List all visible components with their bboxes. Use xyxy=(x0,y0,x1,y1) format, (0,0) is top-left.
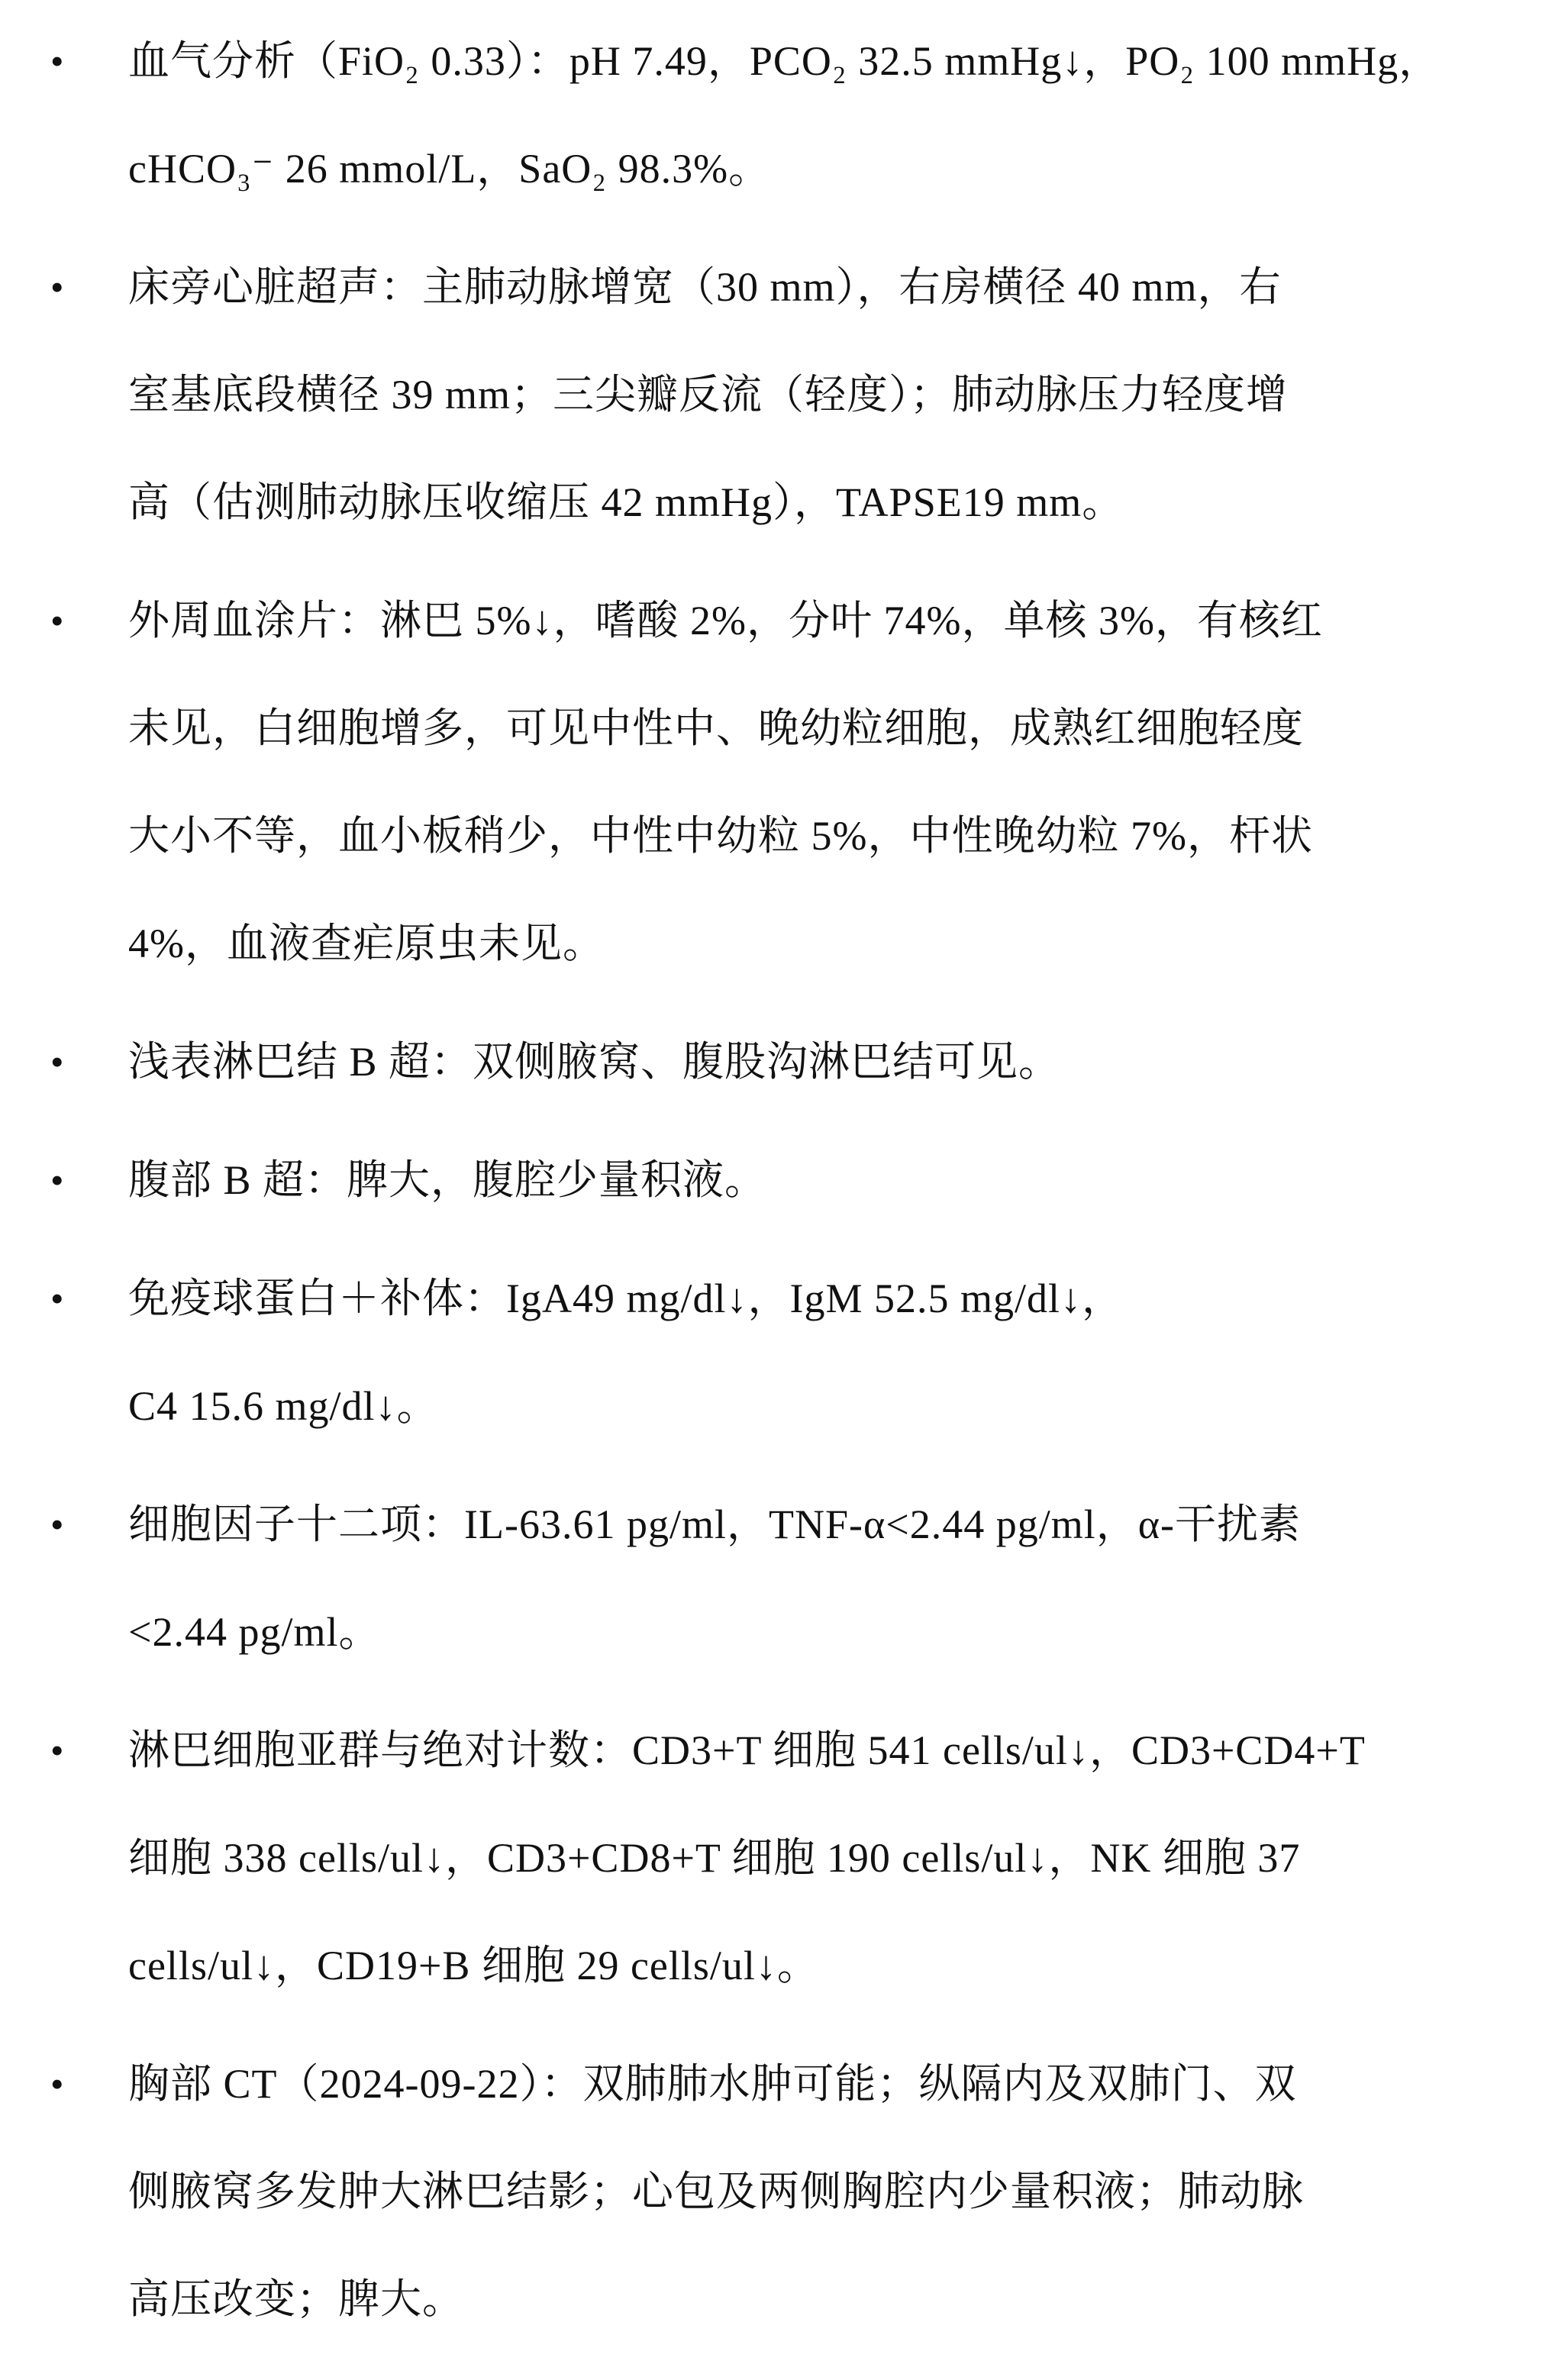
text-line: 高（估测肺动脉压收缩压 42 mmHg），TAPSE19 mm。 xyxy=(128,479,1124,525)
text-line: 免疫球蛋白＋补体：IgA49 mg/dl↓，IgM 52.5 mg/dl↓， xyxy=(128,1276,1124,1321)
list-item-chest-ct xyxy=(0,2030,1568,2353)
list-item-immunoglobulin xyxy=(0,1245,1568,1460)
text-line: 大小不等，血小板稍少，中性中幼粒 5%，中性晚幼粒 7%，杆状 xyxy=(128,813,1313,859)
text-line: 血气分析（FiO₂ 0.33）：pH 7.49，PCO₂ 32.5 mmHg↓，PO₂ 100 mmHg， xyxy=(128,38,1441,84)
list-item-echocardiography xyxy=(0,234,1568,556)
bullet: • xyxy=(50,2062,64,2105)
text-line: 侧腋窝多发肿大淋巴结影；心包及两侧胸腔内少量积液；肺动脉 xyxy=(128,2169,1304,2214)
text-line: 4%，血液查疟原虫未见。 xyxy=(128,921,605,966)
list-item-cytokines xyxy=(0,1471,1568,1686)
bullet: • xyxy=(50,40,64,82)
bullet: • xyxy=(50,1729,64,1772)
list-item-blood-smear xyxy=(0,567,1568,998)
text-line: C4 15.6 mg/dl↓。 xyxy=(128,1383,439,1429)
item-text xyxy=(128,1697,1484,2020)
item-text xyxy=(128,8,1484,223)
text-line: 外周血涂片：淋巴 5%↓，嗜酸 2%，分叶 74%，单核 3%，有核红 xyxy=(128,598,1323,643)
document-body xyxy=(0,8,1568,2364)
text-line: 床旁心脏超声：主肺动脉增宽（30 mm），右房横径 40 mm，右 xyxy=(128,264,1282,310)
text-line: cells/ul↓，CD19+B 细胞 29 cells/ul↓。 xyxy=(128,1943,819,1988)
text-line: 室基底段横径 39 mm；三尖瓣反流（轻度）；肺动脉压力轻度增 xyxy=(128,372,1289,418)
text-line: 浅表淋巴结 B 超：双侧腋窝、腹股沟淋巴结可见。 xyxy=(128,1039,1061,1085)
list-item-blood-gas xyxy=(0,8,1568,223)
item-text xyxy=(128,567,1484,998)
bullet: • xyxy=(50,1040,64,1083)
text-line: 细胞因子十二项：IL-63.61 pg/ml，TNF-α<2.44 pg/ml，α-干扰素 xyxy=(128,1501,1301,1547)
text-line: 高压改变；脾大。 xyxy=(128,2276,464,2322)
item-text xyxy=(128,1127,1484,1234)
bullet: • xyxy=(50,1277,64,1320)
list-item-lymphocyte-subsets xyxy=(0,1697,1568,2020)
bullet: • xyxy=(50,1159,64,1201)
text-line: 腹部 B 超：脾大，腹腔少量积液。 xyxy=(128,1157,767,1203)
item-text xyxy=(128,1245,1484,1460)
bullet: • xyxy=(50,599,64,642)
item-text xyxy=(128,1008,1484,1116)
text-line: cHCO₃⁻ 26 mmol/L，SaO₂ 98.3%。 xyxy=(128,146,771,192)
list-item-lymph-node-ultrasound xyxy=(0,1008,1568,1116)
text-line: 细胞 338 cells/ul↓，CD3+CD8+T 细胞 190 cells/ul↓，NK 细胞 37 xyxy=(128,1835,1301,1881)
item-text xyxy=(128,2030,1484,2353)
text-line: 胸部 CT（2024-09-22）：双肺肺水肿可能；纵隔内及双肺门、双 xyxy=(128,2061,1297,2107)
item-text xyxy=(128,234,1484,556)
list-item-abdominal-ultrasound xyxy=(0,1127,1568,1234)
text-line: 淋巴细胞亚群与绝对计数：CD3+T 细胞 541 cells/ul↓，CD3+CD4+T xyxy=(128,1727,1366,1773)
bullet: • xyxy=(50,266,64,308)
bullet: • xyxy=(50,1503,64,1546)
item-text xyxy=(128,1471,1484,1686)
text-line: 未见，白细胞增多，可见中性中、晚幼粒细胞，成熟红细胞轻度 xyxy=(128,705,1304,751)
text-line: <2.44 pg/ml。 xyxy=(128,1609,381,1655)
